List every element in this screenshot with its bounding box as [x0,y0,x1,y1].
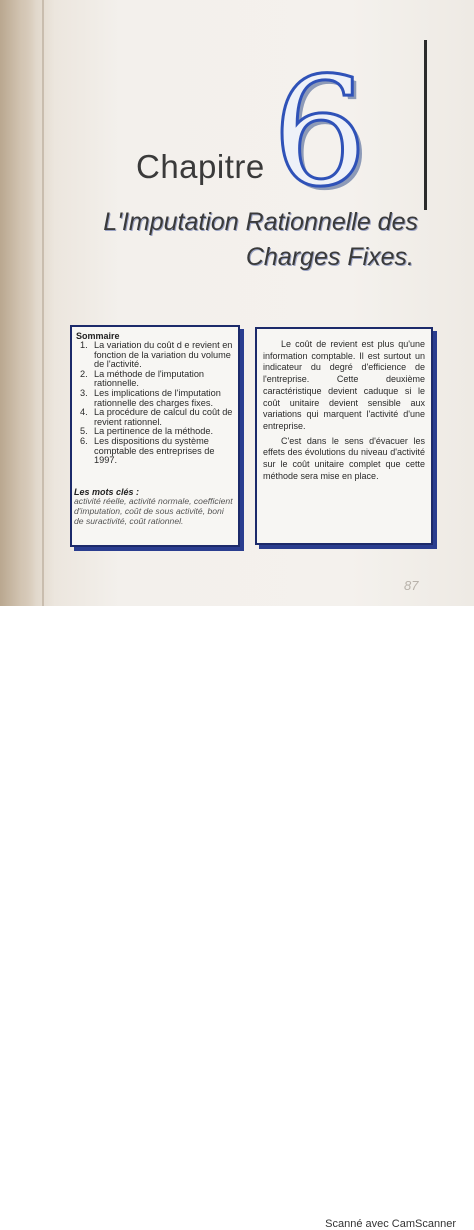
chapter-vertical-bar [424,40,427,210]
item-text: La pertinence de la méthode. [94,426,214,437]
scanner-watermark: Scanné avec CamScanner [325,1218,456,1230]
intro-paragraph-1: Le coût de revient est plus qu'une information comptable. Il est surtout un indicateur du degré d'efficience de l'entreprise. Cette deuxième caractéristique devient caduque si le coût unitaire devient sensible aux variations qui marquent l'activité d'une entreprise. [263,339,425,431]
introduction-box [255,327,433,545]
item-number: 3. [80,387,88,398]
page-number: 87 [404,578,419,593]
chapter-title-line-1: L'Imputation Rationnelle des [103,208,418,236]
chapter-number: 6 [272,46,368,220]
chapter-title-line-2: Charges Fixes. [245,243,414,271]
item-text: Les dispositions du système comptable des entreprises de 1997. [94,435,215,466]
item-text: La variation du coût d e revient en fonction de la variation du volume de l'activité. [94,340,233,370]
page-fold-line [42,0,44,606]
sommaire-heading: Sommaire [76,331,120,341]
introduction-text [263,339,425,485]
chapter-label: Chapitre [136,148,265,185]
item-number: 1. [80,340,88,350]
sommaire-item [78,341,234,370]
item-number: 2. [80,368,88,379]
mots-cles-text: activité réelle, activité normale, coefficient d'imputation, coût de sous activité, boni de suractivité, coût rationnel. [74,496,233,526]
sommaire-item [78,370,234,389]
mots-cles-heading: Les mots clés : [74,487,140,497]
sommaire-item [78,389,234,408]
scan-footer [0,606,474,1230]
sommaire-item [78,437,234,466]
sommaire-item [78,408,234,427]
item-text: La méthode de l'imputation rationnelle. [94,368,205,389]
sommaire-box [70,325,240,547]
page-binding-shadow [0,0,36,606]
book-page [0,0,474,606]
item-number: 5. [80,426,88,437]
item-number: 4. [80,407,88,418]
item-number: 6. [80,435,88,446]
item-text: Les implications de l'imputation rationnelle des charges fixes. [94,387,221,408]
item-text: La procédure de calcul du coût de revient rationnel. [94,407,233,427]
sommaire-list [78,341,234,466]
intro-paragraph-2: C'est dans le sens d'évacuer les effets des évolutions du niveau d'activité sur le coût unitaire complet que cette méthode sera mise en place. [263,435,425,481]
